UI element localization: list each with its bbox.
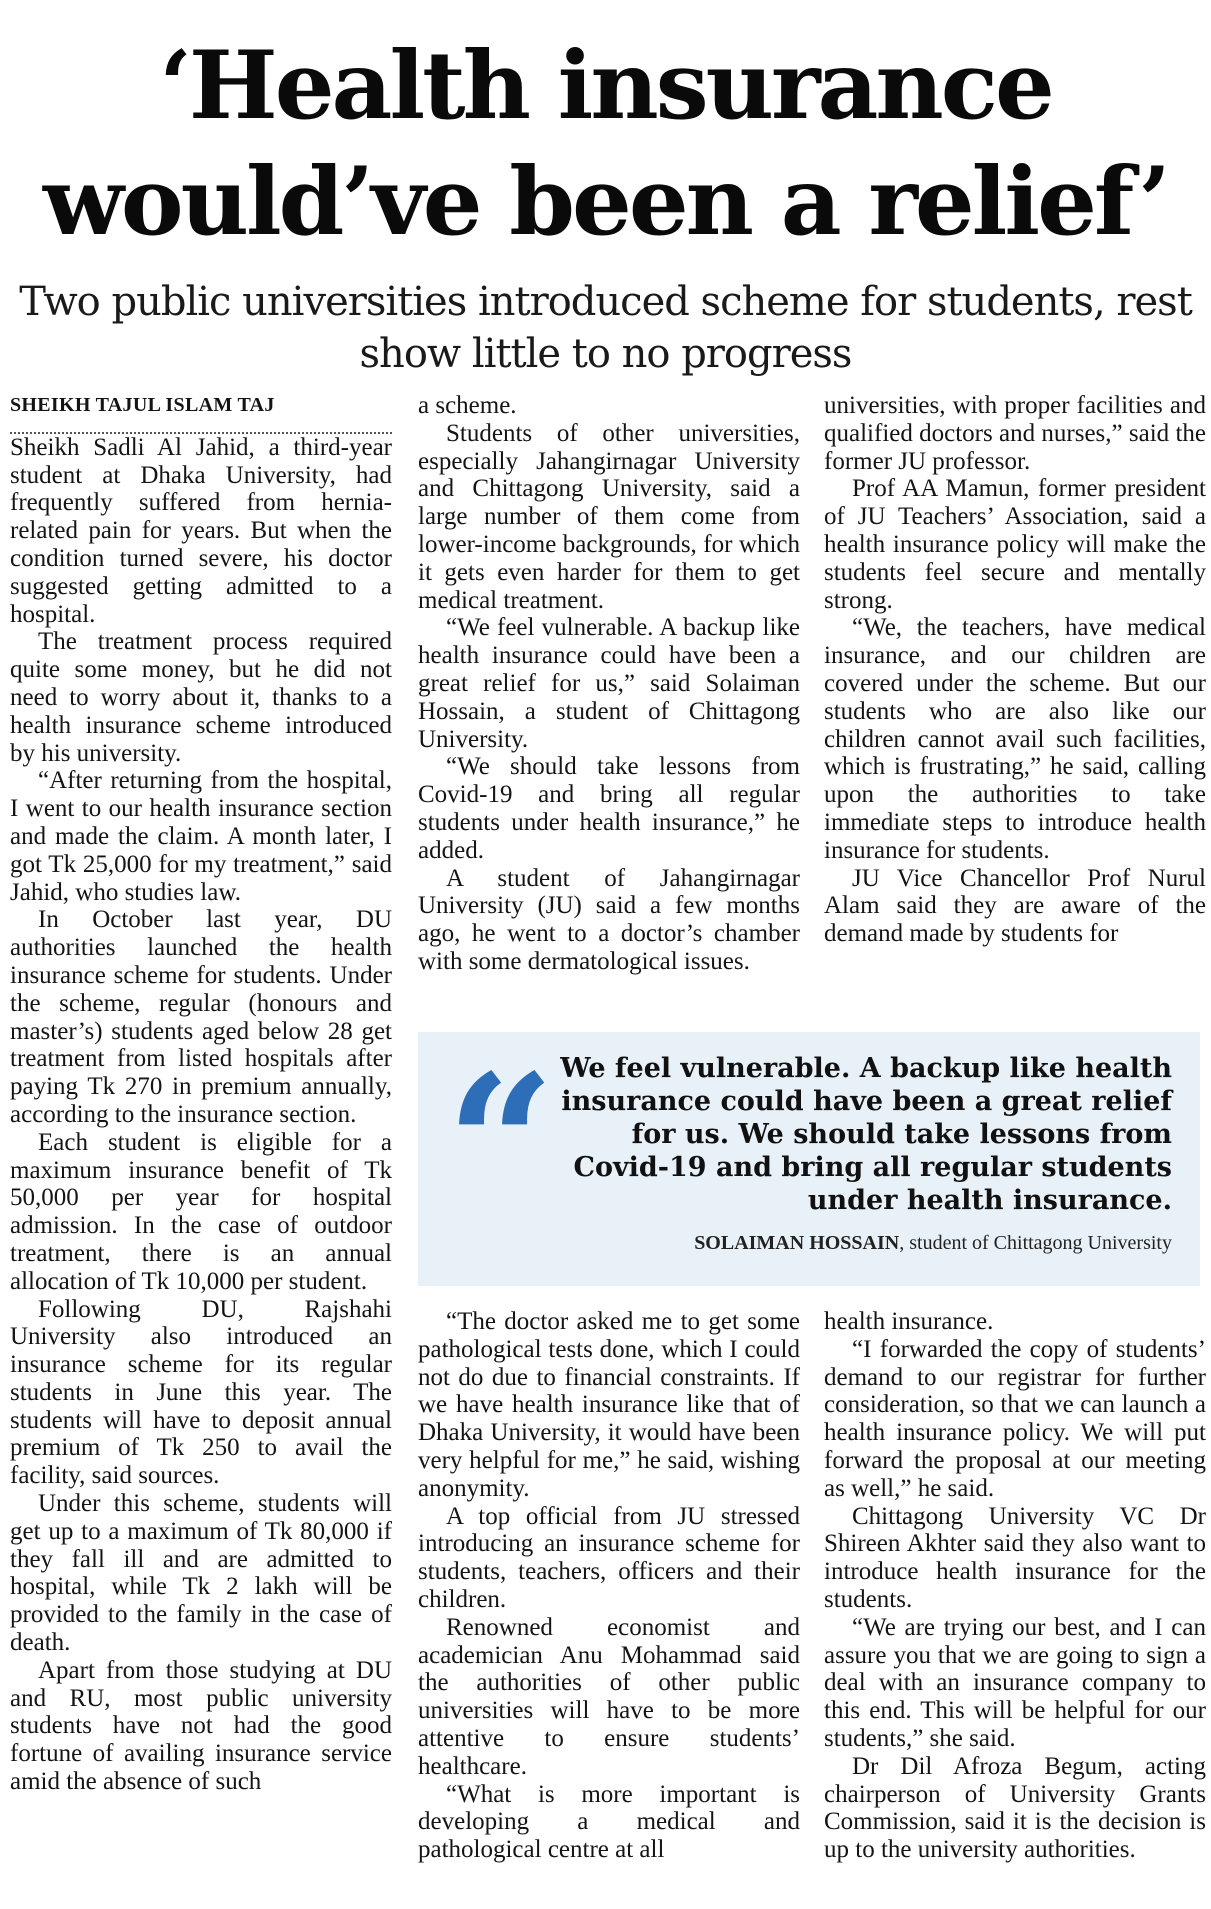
quote-author-name: SOLAIMAN HOSSAIN — [694, 1232, 900, 1254]
paragraph: “We feel vulnerable. A backup like health insurance could have been a great relief for us,” said Solaiman Hossain, a student of Chittagong University. — [418, 614, 800, 753]
byline: SHEIKH TAJUL ISLAM TAJ — [10, 392, 392, 434]
paragraph: A student of Jahangirnagar University (JU) said a few months ago, he went to a doctor’s chamber with some dermatological issues. — [418, 864, 800, 975]
pull-quote — [418, 1032, 1200, 1286]
paragraph: Sheikh Sadli Al Jahid, a third-year student at Dhaka University, had frequently suffered from hernia-related pain for years. But when the condition turned severe, his doctor suggested getting admitted to a hospital. — [10, 433, 392, 628]
paragraph: “What is more important is developing a medical and pathological centre at all — [418, 1780, 800, 1864]
paragraph: “After returning from the hospital, I went to our health insurance section and made the claim. A month later, I got Tk 25,000 for my treatment,” said Jahid, who studies law. — [10, 767, 392, 906]
paragraph: Renowned economist and academician Anu Mohammad said the authorities of other public universities will have to be more attentive to ensure students’ healthcare. — [418, 1613, 800, 1780]
article-column-3-bottom — [824, 1308, 1206, 1864]
paragraph: Under this scheme, students will get up to a maximum of Tk 80,000 if they fall ill and are admitted to hospital, while Tk 2 lakh will be provided to the family in the case of death. — [10, 1490, 392, 1657]
paragraph: Students of other universities, especially Jahangirnagar University and Chittagong University, said a large number of them come from lower-income backgrounds, for which it gets even harder for them to get medical treatment. — [418, 419, 800, 614]
paragraph: The treatment process required quite some money, but he did not need to worry about it, thanks to a health insurance scheme introduced by his university. — [10, 628, 392, 767]
paragraph: “The doctor asked me to get some pathological tests done, which I could not do due to financial constraints. If we have health insurance like that of Dhaka University, it would have been very helpful for me,” he said, wishing anonymity. — [418, 1308, 800, 1502]
article-column-2-top — [418, 392, 800, 976]
pull-quote-text: We feel vulnerable. A backup like health insurance could have been a great relief for us. We should take lessons from Covid-19 and bring all regular students under health insurance. — [560, 1053, 1172, 1216]
deck-subheadline: Two public universities introduced scheme for students, rest show little to no progress — [19, 279, 1192, 377]
headline: ‘Health insurance would’ve been a relief’ — [43, 31, 1168, 257]
pull-quote-attribution — [694, 1232, 1172, 1255]
paragraph: JU Vice Chancellor Prof Nurul Alam said they are aware of the demand made by students for — [824, 864, 1206, 948]
paragraph: Chittagong University VC Dr Shireen Akhter said they also want to introduce health insurance for the students. — [824, 1502, 1206, 1613]
paragraph: A top official from JU stressed introducing an insurance scheme for students, teachers, officers and their children. — [418, 1502, 800, 1613]
paragraph: Dr Dil Afroza Begum, acting chairperson of University Grants Commission, said it is the decision is up to the university authorities. — [824, 1752, 1206, 1864]
paragraph: “We are trying our best, and I can assure you that we are going to sign a deal with an insurance company to this end. This will be helpful for our students,” she said. — [824, 1613, 1206, 1752]
paragraph: Each student is eligible for a maximum insurance benefit of Tk 50,000 per year for hospital admission. In the case of outdoor treatment, there is an annual allocation of Tk 10,000 per student. — [10, 1128, 392, 1295]
paragraph: Following DU, Rajshahi University also introduced an insurance scheme for its regular students in June this year. The students will have to deposit annual premium of Tk 250 to avail the facility, said sources. — [10, 1295, 392, 1490]
quote-author-role: , student of Chittagong University — [899, 1232, 1172, 1254]
paragraph: Apart from those studying at DU and RU, most public university students have not had the good fortune of availing insurance service amid the absence of such — [10, 1656, 392, 1796]
article-column-2-bottom — [418, 1308, 800, 1864]
paragraph: “I forwarded the copy of students’ demand to our registrar for further consideration, so that we can launch a health insurance policy. We will put forward the proposal at our meeting as well,” he said. — [824, 1335, 1206, 1502]
paragraph: In October last year, DU authorities launched the health insurance scheme for students. Under the scheme, regular (honours and master’s) students aged below 28 get treatment from listed hospitals after paying Tk 270 in premium annually, according to the insurance section. — [10, 906, 392, 1128]
quote-mark-icon: “ — [446, 1033, 556, 1256]
paragraph: “We, the teachers, have medical insurance, and our children are covered under the scheme. But our students who are also like our children cannot avail such facilities, which is frustrating,” he said, calling upon the authorities to take immediate steps to introduce health insurance for students. — [824, 614, 1206, 864]
paragraph: a scheme. — [418, 392, 517, 419]
paragraph: health insurance. — [824, 1308, 994, 1335]
paragraph: “We should take lessons from Covid-19 and bring all regular students under health insurance,” he added. — [418, 753, 800, 864]
paragraph: universities, with proper facilities and qualified doctors and nurses,” said the former JU professor. — [824, 392, 1206, 475]
article-column-1 — [10, 392, 392, 1796]
article-column-3-top — [824, 392, 1206, 948]
paragraph: Prof AA Mamun, former president of JU Teachers’ Association, said a health insurance policy will make the students feel secure and mentally strong. — [824, 475, 1206, 614]
